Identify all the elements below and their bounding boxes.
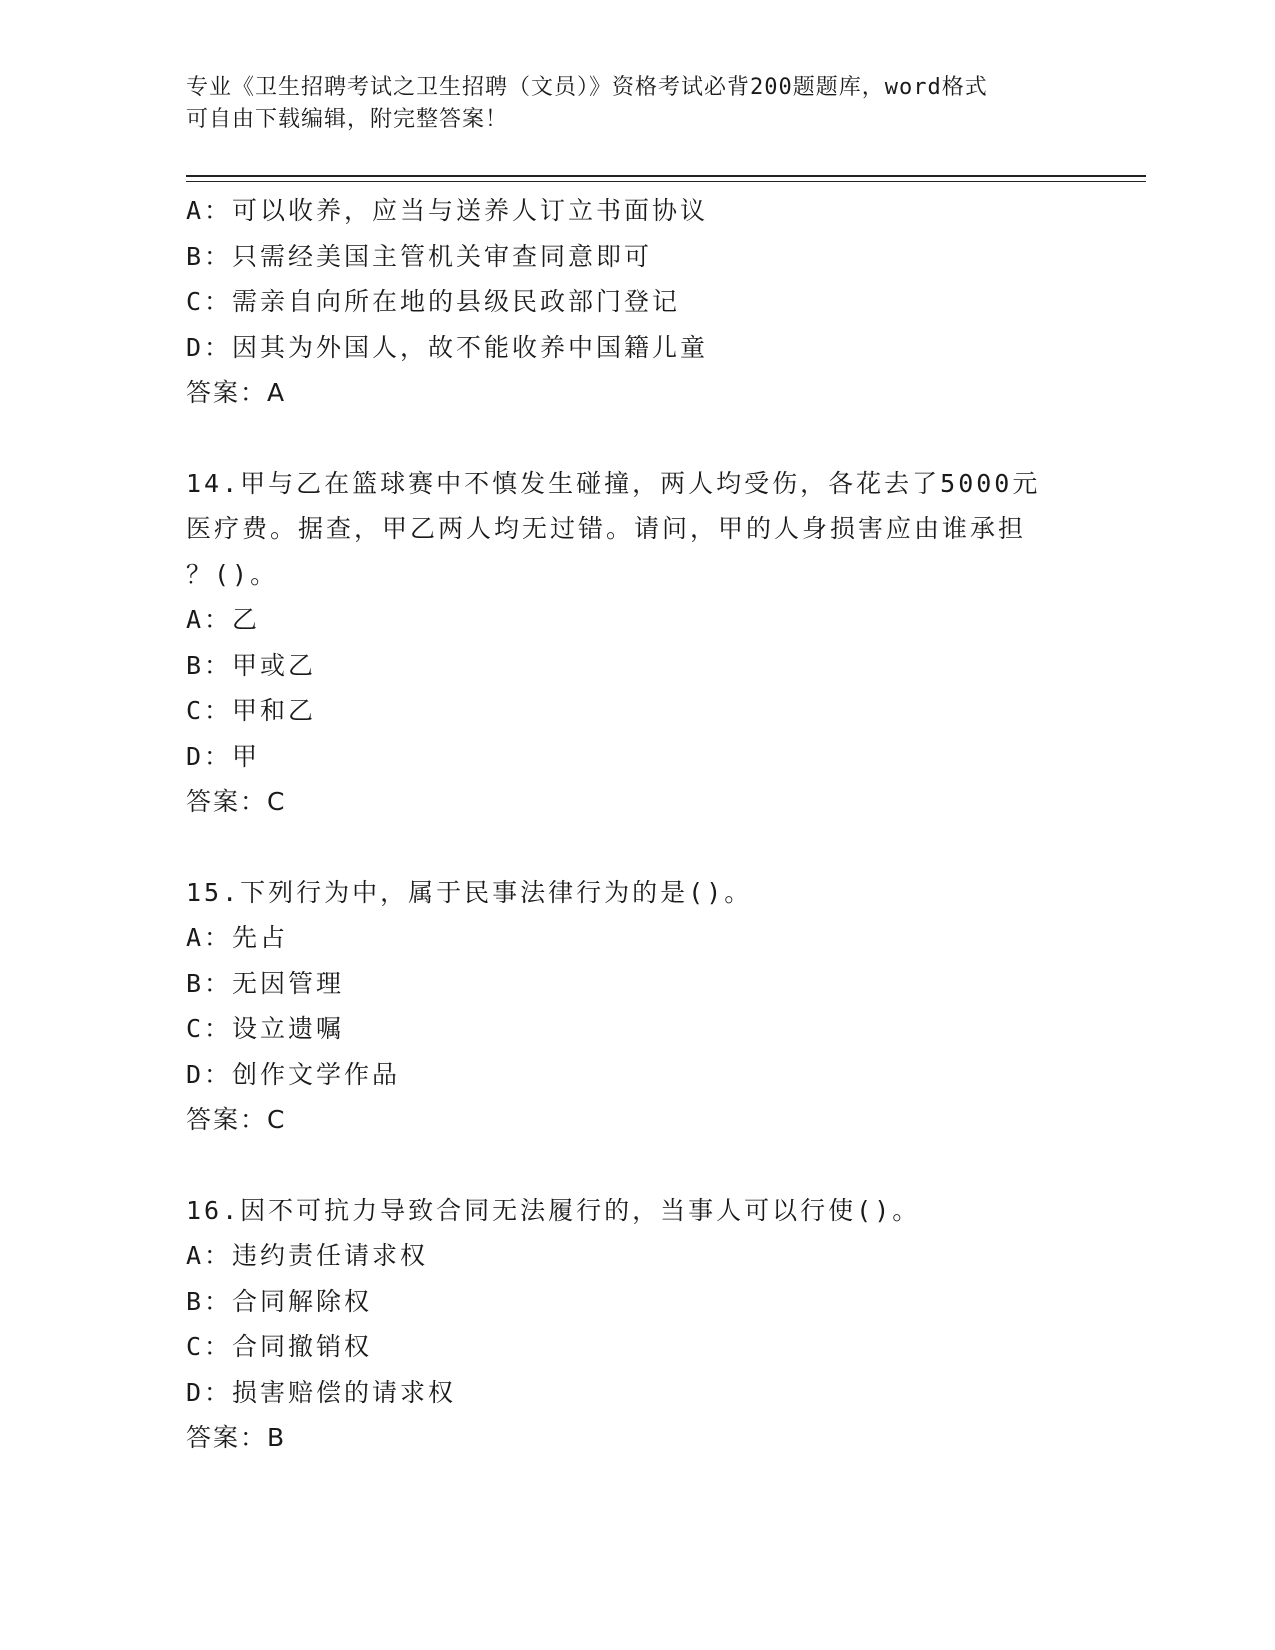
question-stem: 医疗费。据查，甲乙两人均无过错。请问，甲的人身损害应由谁承担 [186,514,1027,543]
answer: 答案：C [186,787,287,816]
question-15 [186,870,1066,1143]
question-16 [186,1188,1066,1461]
option-c: C：需亲自向所在地的县级民政部门登记 [186,287,681,316]
answer: 答案：C [186,1105,287,1134]
option-d: D：甲 [186,741,261,771]
document-header [186,72,1066,136]
prev-question [186,188,1066,416]
option-b: B：无因管理 [186,968,345,998]
option-d: D：因其为外国人，故不能收养中国籍儿童 [186,332,709,362]
option-c: C：设立遗嘱 [186,1014,345,1043]
option-d: D：损害赔偿的请求权 [186,1377,457,1407]
option-b: B：甲或乙 [186,650,317,680]
header-rule-thick [186,175,1146,177]
option-a: A：先占 [186,923,289,952]
question-stem: 16.因不可抗力导致合同无法履行的，当事人可以行使()。 [186,1195,921,1225]
answer: 答案：A [186,378,287,407]
question-stem: ？()。 [186,559,279,589]
option-a: A：违约责任请求权 [186,1241,429,1270]
header-line-2: 可自由下载编辑，附完整答案！ [186,107,509,132]
question-content [186,188,1066,1461]
option-b: B：合同解除权 [186,1286,373,1316]
answer: 答案：B [186,1423,287,1452]
option-b: B：只需经美国主管机关审查同意即可 [186,241,653,271]
question-14 [186,461,1066,825]
option-a: A：可以收养，应当与送养人订立书面协议 [186,196,709,225]
option-c: C：合同撤销权 [186,1332,373,1361]
option-d: D：创作文学作品 [186,1059,401,1089]
header-line-1: 专业《卫生招聘考试之卫生招聘（文员）》资格考试必背200题题库，word格式 [186,75,988,100]
question-stem: 15.下列行为中，属于民事法律行为的是()。 [186,877,753,907]
question-stem: 14.甲与乙在篮球赛中不慎发生碰撞，两人均受伤，各花去了5000元 [186,468,1041,498]
header-rule-thin [186,181,1146,182]
option-c: C：甲和乙 [186,696,317,725]
option-a: A：乙 [186,605,261,634]
